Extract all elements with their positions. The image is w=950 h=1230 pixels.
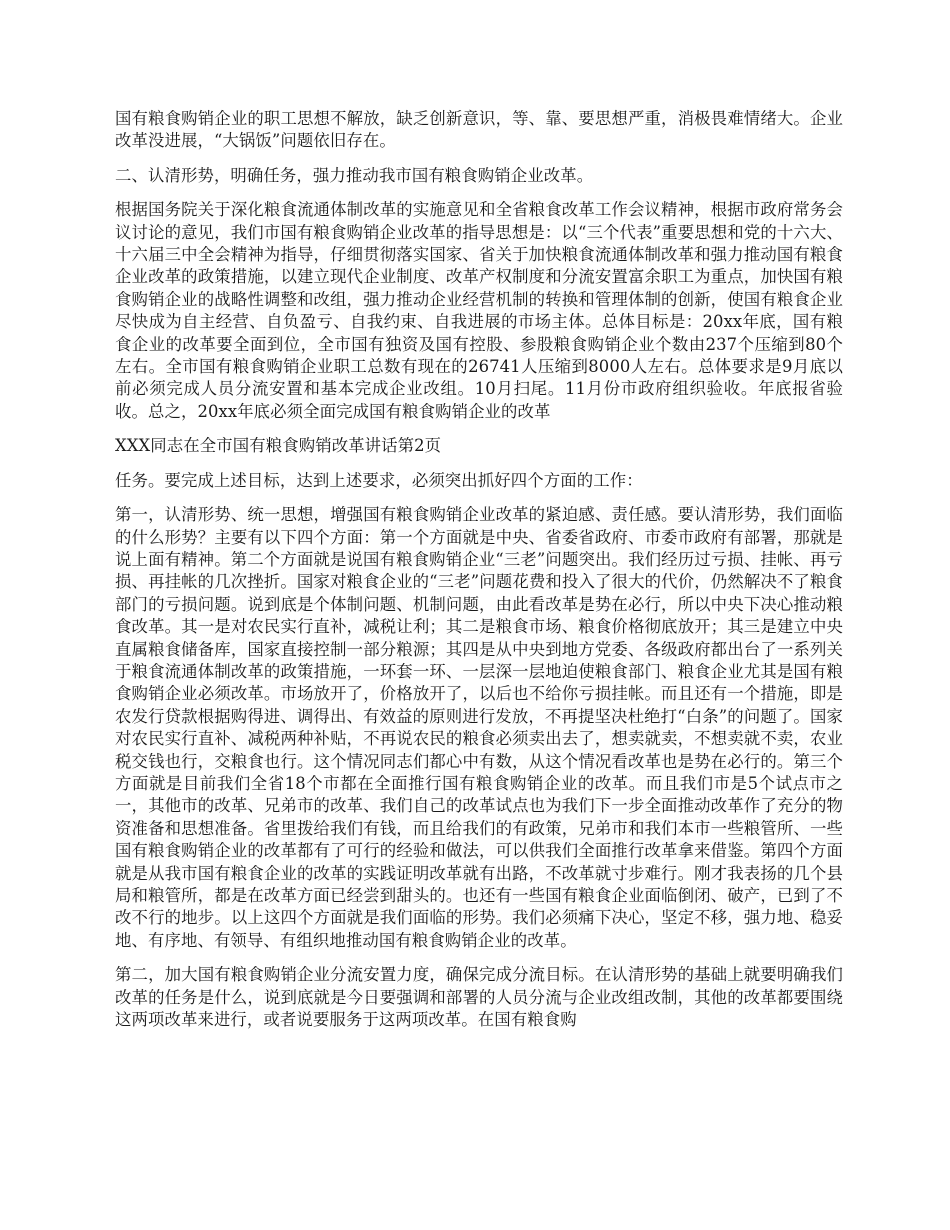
paragraph-guiding-principle: 根据国务院关于深化粮食流通体制改革的实施意见和全省粮食改革工作会议精神，根据市政府常务会议讨论的意见，我们市国有粮食购销企业改革的指导思想是：以“三个代表”重要思想和党的十六大、十六届三中全会精神为指导，仔细贯彻落实国家、省关于加快粮食流通体制改革和强力推动国有粮食企业改革的政策措施，以建立现代企业制度、改革产权制度和分流安置富余职工为重点，加快国有粮食购销企业的战略性调整和改组，强力推动企业经营机制的转换和管理体制的创新，使国有粮食企业尽快成为自主经营、自负盈亏、自我约束、自我进展的市场主体。总体目标是：20xx年底，国有粮食企业的改革要全面到位，全市国有独资及国有控股、参股粮食购销企业个数由237个压缩到80个左右。全市国有粮食购销企业职工总数有现在的26741人压缩到8000人左右。总体要求是9月底以前必须完成人员分流安置和基本完成企业改组。10月扫尾。11月份市政府组织验收。年底报省验收。总之，20xx年底必须全面完成国有粮食购销企业的改革 (115, 200, 843, 421)
page-header-line: XXX同志在全市国有粮食购销改革讲话第2页 (115, 436, 442, 456)
paragraph-first-point: 第一，认清形势、统一思想，增强国有粮食购销企业改革的紧迫感、责任感。要认清形势，我们面临的什么形势？主要有以下四个方面：第一个方面就是中央、省委省政府、市委市政府有部署，那就是说上面有精神。第二个方面就是说国有粮食购销企业“三老”问题突出。我们经历过亏损、挂帐、再亏损、再挂帐的几次挫折。国家对粮食企业的“三老”问题花费和投入了很大的代价，仍然解决不了粮食部门的亏损问题。说到底是个体制问题、机制问题，由此看改革是势在必行，所以中央下决心推动粮食改革。其一是对农民实行直补，减税让利；其二是粮食市场、粮食价格彻底放开；其三是建立中央直属粮食储备库，国家直接控制一部分粮源；其四是从中央到地方党委、各级政府都出台了一系列关于粮食流通体制改革的政策措施，一环套一环、一层深一层地迫使粮食部门、粮食企业尤其是国有粮食购销企业必须改革。市场放开了，价格放开了，以后也不给你亏损挂帐。而且还有一个措施，即是农发行贷款根据购得进、调得出、有效益的原则进行发放，不再提坚决杜绝打“白条”的问题了。国家对农民实行直补、减税两种补贴，不再说农民的粮食必须卖出去了，想卖就卖，不想卖就不卖，农业税交钱也行，交粮食也行。这个情况同志们都心中有数，从这个情况看改革也是势在必行的。第三个方面就是目前我们全省18个市都在全面推行国有粮食购销企业的改革。而且我们市是5个试点市之一，其他市的改革、兄弟市的改革、我们自己的改革试点也为我们下一步全面推动改革作了充分的物资准备和思想准备。省里拨给我们有钱，而且给我们的有政策，兄弟市和我们本市一些粮管所、一些国有粮食购销企业的改革都有了可行的经验和做法，可以供我们全面推行改革拿来借鉴。第四个方面就是从我市国有粮食企业的改革的实践证明改革就有出路，不改革就寸步难行。刚才我表扬的几个县局和粮管所，都是在改革方面已经尝到甜头的。也还有一些国有粮食企业面临倒闭、破产，已到了不改不行的地步。以上这四个方面就是我们面临的形势。我们必须痛下决心，坚定不移，强力地、稳妥地、有序地、有领导、有组织地推动国有粮食购销企业的改革。 (115, 505, 843, 950)
document-page (115, 108, 843, 1043)
paragraph-1: 国有粮食购销企业的职工思想不解放，缺乏创新意识，等、靠、要思想严重，消极畏难情绪大。企业改革没进展，“大锅饭”问题依旧存在。 (115, 109, 843, 151)
section-heading-2: 二、认清形势，明确任务，强力推动我市国有粮食购销企业改革。 (115, 165, 594, 185)
paragraph-tasks: 任务。要完成上述目标，达到上述要求，必须突出抓好四个方面的工作： (115, 470, 643, 490)
paragraph-second-point: 第二，加大国有粮食购销企业分流安置力度，确保完成分流目标。在认清形势的基础上就要明确我们改革的任务是什么，说到底就是今日要强调和部署的人员分流与企业改组改制，其他的改革都要围绕这两项改革来进行，或者说要服务于这两项改革。在国有粮食购 (115, 965, 843, 1030)
